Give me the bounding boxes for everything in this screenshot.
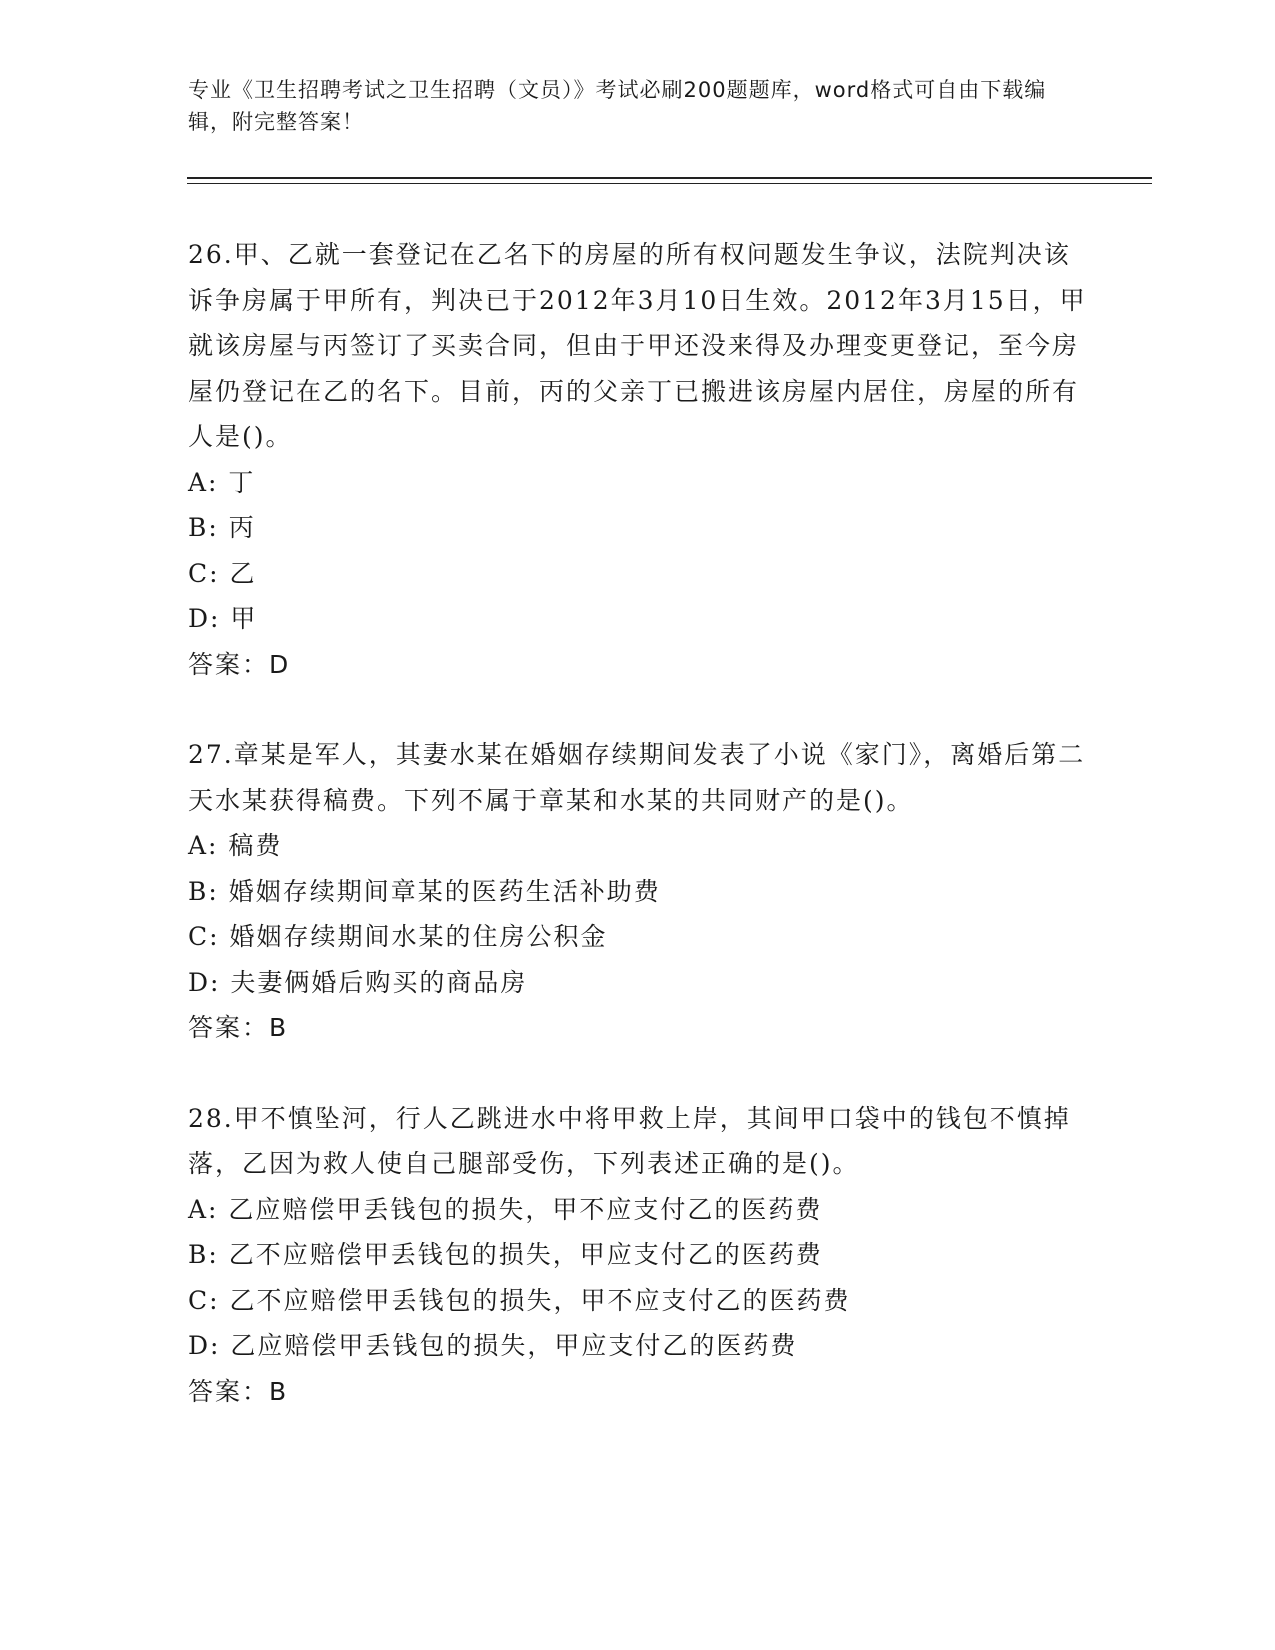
option-c: C: 乙不应赔偿甲丢钱包的损失，甲不应支付乙的医药费 <box>188 1285 851 1315</box>
question-stem: 28.甲不慎坠河，行人乙跳进水中将甲救上岸，其间甲口袋中的钱包不慎掉落，乙因为救人使自己腿部受伤，下列表述正确的是()。 <box>188 1103 1071 1178</box>
document-header: 专业《卫生招聘考试之卫生招聘（文员）》考试必刷200题题库，word格式可自由下载编辑，附完整答案！ <box>188 78 1047 134</box>
option-b: B: 婚姻存续期间章某的医药生活补助费 <box>188 876 661 906</box>
option-b: B: 丙 <box>188 513 256 542</box>
answer-line: 答案：D <box>188 649 291 679</box>
question-stem: 26.甲、乙就一套登记在乙名下的房屋的所有权问题发生争议，法院判决该诉争房属于甲所有，判决已于2012年3月10日生效。2012年3月15日，甲就该房屋与丙签订了买卖合同，但由于甲还没来得及办理变更登记，至今房屋仍登记在乙的名下。目前，丙的父亲丁已搬进该房屋内居住，房屋的所有人是()。 <box>188 240 1087 451</box>
option-b: B: 乙不应赔偿甲丢钱包的损失，甲应支付乙的医药费 <box>188 1240 823 1269</box>
question-26 <box>188 232 1088 687</box>
option-a: A: 乙应赔偿甲丢钱包的损失，甲不应支付乙的医药费 <box>188 1194 823 1224</box>
option-a: A: 稿费 <box>188 831 283 860</box>
option-a: A: 丁 <box>188 467 256 497</box>
question-28 <box>188 1096 1088 1415</box>
option-c: C: 婚姻存续期间水某的住房公积金 <box>188 922 608 951</box>
option-d: D: 甲 <box>188 604 258 633</box>
question-list <box>188 232 1088 1459</box>
question-stem: 27.章某是军人，其妻水某在婚姻存续期间发表了小说《家门》，离婚后第二天水某获得稿费。下列不属于章某和水某的共同财产的是()。 <box>188 740 1086 815</box>
header-rule-thick <box>187 177 1152 179</box>
option-d: D: 夫妻俩婚后购买的商品房 <box>188 967 528 997</box>
answer-line: 答案：B <box>188 1376 289 1406</box>
answer-line: 答案：B <box>188 1013 289 1042</box>
header-rule-thin <box>187 183 1152 184</box>
question-27 <box>188 732 1088 1051</box>
option-c: C: 乙 <box>188 558 257 588</box>
option-d: D: 乙应赔偿甲丢钱包的损失，甲应支付乙的医药费 <box>188 1331 798 1360</box>
